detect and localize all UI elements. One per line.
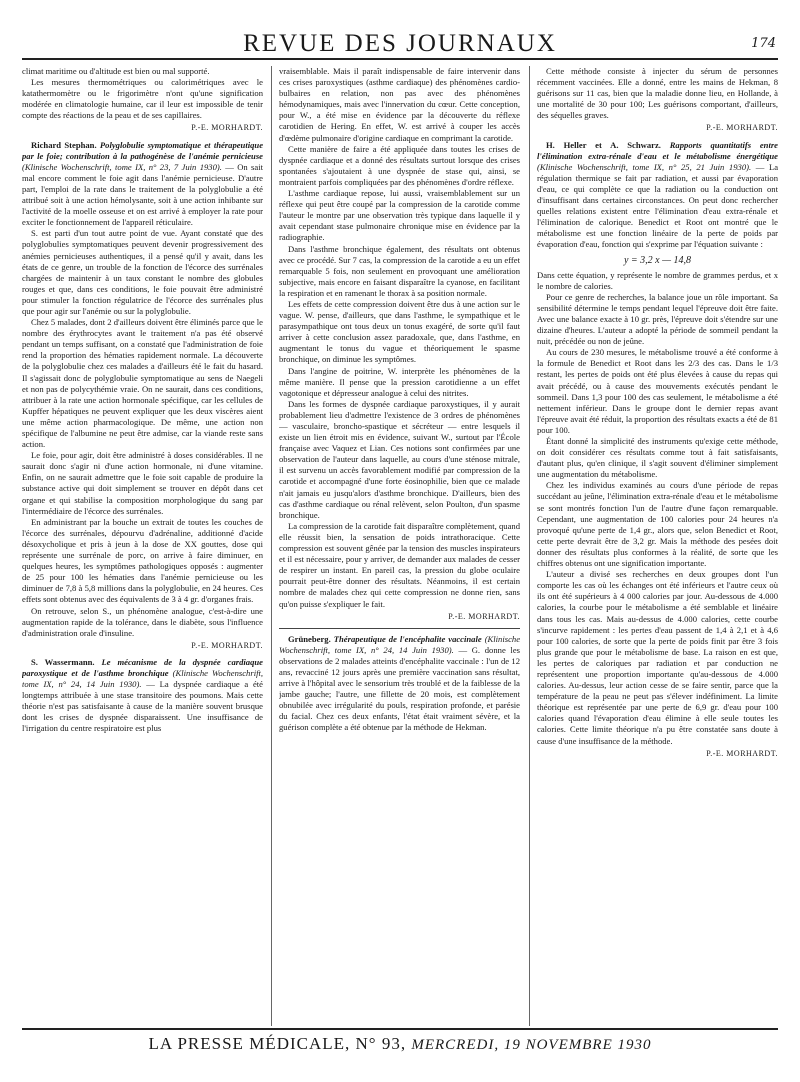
footer-line xyxy=(22,1034,778,1054)
paragraph: Dans l'angine de poitrine, W. interprète les phénomènes de la même manière. Il pense que la pression carotidienne a un effet vagotonique et dépresseur analogue à celui des nitrites. xyxy=(279,365,520,398)
article-citation: (Klinische Wochenschrift, tome IX, n° 23, 7 Juin 1930). xyxy=(22,161,222,172)
page-footer xyxy=(22,1028,778,1056)
author-signature: P.-E. MORHARDT. xyxy=(191,123,263,133)
article-gruneberg xyxy=(279,634,520,734)
article-citation: (Klinische Wochenschrift, tome IX, n° 25, 21 Juin 1930). xyxy=(537,161,752,172)
column-divider xyxy=(529,66,530,1026)
article-text: — La régulation thermique se fait par radiation, et aussi par évaporation d'eau, ce qui complète ce que la radiation ou la conduction ont d'insuffisant dans certaines circonstances. On peut donc rechercher quelles relations existent entre l'élimination d'eau extra-rénale et l'élimination de calorique. Benedict et Root ont montré que le métabolisme est une fonction linéaire de la perte de poids par évaporation d'eau, fonction qui s'exprime par l'équation suivante : xyxy=(537,161,778,250)
article-columns xyxy=(22,66,778,1026)
column-2 xyxy=(279,66,520,1026)
article-title: Rapports quantitatifs entre l'élimination extra-rénale d'eau et le métabolisme énergétique xyxy=(537,139,778,161)
article-text: — G. donne les observations de 2 malades atteints d'encéphalite vaccinale : l'un de 12 ans, revacciné 12 jours après une première vaccination sans résultat, arrive à l'hôpital avec le sensorium très troublé et de la faiblesse de la jambe gauche; l'autre, une fillette de 20 mois, est complètement obnubilée avec irrégularité du pouls, respiration profonde, et parésie du facial. Chez ces deux enfants, l'état était vraiment sévère, et la guérison complète a été obtenue par la méthode de Hekman. xyxy=(279,644,520,733)
page-number: 174 xyxy=(751,36,776,51)
paragraph: Cette manière de faire a été appliquée dans toutes les crises de dyspnée cardiaque et a donné des résultats surtout lorsque des crises spontanées s'ajoutaient à une dyspnée de stase qui, ainsi, se montraient parfois compliquées par des phénomènes d'ordre réflexe. xyxy=(279,143,520,187)
paragraph: Dans cette équation, y représente le nombre de grammes perdus, et x le nombre de calories. xyxy=(537,269,778,291)
author-signature: P.-E. MORHARDT. xyxy=(448,611,520,621)
paragraph: Dans les formes de dyspnée cardiaque paroxystiques, il y aurait probablement lieu d'admettre l'existence de 3 ordres de phénomènes — vasculaire, broncho-spastique et sécréteur — entre lesquels il existe un lien étroit mis en évidence, suivant W., surtout par l'École française avec Vaquez et Lian. Ces notions sont confirmées par une observation de l'auteur dans laquelle, au cours d'une sténose mitrale, il est survenu un accès favorablement modifié par compression de la carotide et accompagné d'une forte éosinophilie, bien que ce malade n'ait jamais eu jusqu'alors d'asthme bronchique. D'ailleurs, bien des cas d'asthme cardiaque ou rénal relèvent, selon Poulton, d'un spasme bronchique. xyxy=(279,398,520,520)
paragraph: Chez les individus examinés au cours d'une période de repas succédant au jeûne, l'élimination extra-rénale d'eau et le métabolisme se sont montrés fonction l'un de l'autre d'une façon remarquable. Cependant, une augmentation de 100 calories pour 24 heures n'a provoqué qu'une perte de 1,4 gr., alors que, selon Benedict et Root, cette perte devrait être de 3,2 gr. Mais la méthode des pesées doit donner des résultats plus conformes à la réalité, de sorte que les chiffres obtenus ont une signification importante. xyxy=(537,480,778,569)
paragraph: En administrant par la bouche un extrait de toutes les couches de l'écorce des surrénales, dépourvu d'adrénaline, additionné d'acide désoxycholique et pris à jeun à la dose de XX gouttes, dose qui représente une surrénale de porc, on arrive à faire diminuer, en quelques heures, les symptômes pathologiques opposés : augmenter de 25 pour 100 les hématies dans l'anémie pernicieuse ou les diminuer de 7,8 à 5,8 millions dans la polyglobulie, en 24 heures. Ces effets sont obtenus avec des équivalents de 3 à 4 gr. d'organes frais. xyxy=(22,516,263,605)
article-stephan xyxy=(22,140,263,229)
paragraph: Le foie, pour agir, doit être administré à doses considérables. Il ne saurait donc s'agir ni d'une action hormonale, ni d'une vitamine. Enfin, on ne saurait admettre que le foie soit capable de produire la substance active qui doit simplement se trouver en dépôt dans cet organe et qui stabilise la composition morphologique du sang par l'intermédiaire de l'écorce des surrénales. xyxy=(22,450,263,516)
article-author: Richard Stephan. xyxy=(31,139,97,150)
article-title: Polyglobulie symptomatique et thérapeutique par le foie; contribution à la pathogénèse de l'anémie pernicieuse xyxy=(22,139,263,161)
paragraph: Cette méthode consiste à injecter du sérum de personnes récemment vaccinées. Elle a donné, entre les mains de Hekman, 8 guérisons sur 11 cas, bien que la maladie donne lieu, en Hollande, à une mortalité de 30 pour 100; Les guérisons comportant, d'ailleurs, des séquelles graves. xyxy=(537,66,778,121)
paragraph: Les effets de cette compression doivent être dus à une action sur le vague. W. pense, d'ailleurs, que dans l'asthme, le sympathique et le parasympathique ont tous deux un tonus exagéré, de sorte qu'il faut arriver à cette conclusion assez paradoxale, que, dans l'asthme, en augmentant le tonus du vague et théoriquement le spasme bronchique, on diminue les symptômes. xyxy=(279,298,520,365)
equation: y = 3,2 x — 14,8 xyxy=(623,254,692,266)
paragraph: Les mesures thermométriques ou calorimétriques avec le katathermomètre ou le frigorimètre n'ont qu'une signification modérée en climatologie humaine, car il leur est impossible de tenir compte des réactions de la peau et de ses capillaires. xyxy=(22,77,263,121)
column-1 xyxy=(22,66,263,1026)
paragraph: Chez 5 malades, dont 2 d'ailleurs doivent être éliminés parce que le nombre des érythrocytes avant le traitement n'a pas été observé pendant un temps suffisant, on a constaté que l'administration de foie rend la proportion des hématies rapidement normale. La découverte de la polyglobulie chez ces malades a d'ailleurs été le fait du hasard. Il s'agissait donc de polyglobulie symptomatique au sens de Naegeli et non pas de polycythémie vraie. On ne saurait, dans ces conditions, attribuer à la rate une action hormonale spécifique, car les cellules de Kupffer hépatiques ne peuvent expliquer que les deux viscères aient une même action pharmacologique. De même, une action non spécifique de l'albumine ne peut être admise, car la viande reste sans action. xyxy=(22,317,263,450)
paragraph: climat maritime ou d'altitude est bien ou mal supporté. xyxy=(22,66,210,76)
article-author: S. Wassermann. xyxy=(31,656,95,667)
article-text: — La dyspnée cardiaque a été longtemps attribuée à une stase transitoire des poumons. Mais cette théorie n'est pas satisfaisante à cause de la manière souvent brusque dont les crises de dyspnée disparaissent. Une insuffisance de l'irrigation du centre respiratoire est plus xyxy=(22,679,263,734)
paragraph: Pour ce genre de recherches, la balance joue un rôle important. Sa sensibilité détermine le temps pendant lequel l'épreuve doit être faite. Avec une balance exacte à 10 gr. près, l'épreuve doit s'étendre sur une dizaine d'heures. L'auteur a adopté la période de sommeil pendant la nuit, précédée ou non de jeûne. xyxy=(537,291,778,347)
author-signature: P.-E. MORHARDT. xyxy=(706,123,778,133)
paragraph: Dans l'asthme bronchique également, des résultats ont obtenus avec ce procédé. Sur 7 cas, la compression de la carotide a eu un effet remarquable 5 fois, non seulement en provoquant une amélioration subjective, mais encore en faisant disparaître la cyanose, en facilitant la respiration et en ramenant le thorax à sa position normale. xyxy=(279,243,520,298)
article-author: Grüneberg. xyxy=(288,633,331,644)
footer-date: MERCREDI, 19 NOVEMBRE 1930 xyxy=(411,1037,652,1053)
article-author: H. Heller et A. Schwarz. xyxy=(546,139,661,150)
column-divider xyxy=(271,66,272,1026)
article-divider xyxy=(279,628,520,629)
paragraph: Au cours de 230 mesures, le métabolisme trouvé a été conforme à la formule de Benedict et Root dans les 2/3 des cas. Dans le 1/3 restant, les pertes de poids ont été plus élevées à cause du repas qui avait précédé, ou à cause des mouvements exécutés pendant le sommeil. Dans 1,3 pour 100 des cas seulement, le métabolisme a été nettement inférieur. Dans le groupe dont le dernier repas avant l'épreuve avait été réduit, la proportion des résultats exacts a été de 81 pour 100. xyxy=(537,347,778,435)
article-citation: (Klinische Wochenschrift, tome IX, n° 24, 14 Juin 1930). xyxy=(279,633,520,655)
paragraph: On retrouve, selon S., un phénomène analogue, c'est-à-dire une augmentation rapide de la tolérance, dans le diabète, sous l'influence d'administration orale d'insuline. xyxy=(22,605,263,638)
article-wassermann xyxy=(22,657,263,735)
paragraph: vraisemblable. Mais il paraît indispensable de faire intervenir dans ces crises paroxystiques (asthme cardiaque) des phénomènes cardio-bulbaires en relation, non pas avec des phénomènes hémodynamiques, mais avec l'innervation du cœur. Cette conception, pour W., a été mise en évidence par la découverte du réflexe carotidien de Hering. En effet, W. est arrivé à couper les accès d'œdème pulmonaire d'origine cardiaque en comprimant la carotide. xyxy=(279,66,520,143)
footer-issue: N° 93, xyxy=(355,1034,407,1053)
paragraph: L'auteur a divisé ses recherches en deux groupes dont l'un comporte les cas où les échanges ont été inférieurs et l'autre ceux où ils ont été supérieurs à 4 000 calories par jour. Au-dessous de 4.000 calories, la courbe pour le métabolisme a été semblable et linéaire dans tous les cas. Mais au-dessus de 4.000 calories, cette courbe s'incurve rapidement : les pertes d'eau passent de 1,4 à 2,1 et à 4,6 pour 100 calories, de sorte que la perte de poids finit par être 3 fois plus grande que pour le métabolisme de base. La raison en est que, les pertes de caloriques par radiation et par conduction ne représentent une proportion importante qu'au-dessous de 4.000 calories. Au-dessus, leur action cesse de se faire sentir, parce que la température de la peau ne peut pas s'élever indéfiniment. La limite théorique est représentée par une perte de 6,9 gr. d'eau pour 100 calories quand l'évaporation d'eau élimine à elle seule toutes les calories. Cette limite théorique n'a pu être constatée sans doute à cause d'une insuffisance de la méthode. xyxy=(537,569,778,746)
article-title: Le mécanisme de la dyspnée cardiaque paroxystique et de l'asthme bronchique xyxy=(22,656,263,678)
paragraph: La compression de la carotide fait disparaître complètement, quand elle réussit bien, la sensation de poids intrathoracique. Cette compression est souvent gênée par la tension des muscles inspirateurs et il est nécessaire, pour y arriver, de demander aux malades de cesser de respirer un instant. En pareil cas, la pression du globe oculaire pourrait peut-être donner des résultats. Néanmoins, il est certain nombre de malades chez qui cette compression ne donne rien, sans qu'on puisse s'expliquer le fait. xyxy=(279,520,520,609)
journal-section-title: REVUE DES JOURNAUX xyxy=(243,30,557,57)
article-title: Thérapeutique de l'encéphalite vaccinale xyxy=(333,633,482,644)
article-heller-schwarz xyxy=(537,140,778,251)
page-header xyxy=(22,28,778,60)
author-signature: P.-E. MORHARDT. xyxy=(191,640,263,650)
article-citation: (Klinische Wochenschrift, tome IX, n° 24, 14 Juin 1930). xyxy=(22,667,263,690)
paragraph: L'asthme cardiaque repose, lui aussi, vraisemblablement sur un réflexe qui peut être coupé par la compression de la carotide comme l'auteur le montre par une observation très typique dans laquelle il y avait cependant stase pulmonaire chronique mise en évidence par la radiographie. xyxy=(279,188,520,243)
paragraph: Étant donné la simplicité des instruments qu'exige cette méthode, on doit considérer ces résultats comme tout à fait satisfaisants, d'autant plus, qu'en clinique, il s'agit souvent d'éliminer simplement une augmentation du métabolisme. xyxy=(537,436,778,480)
column-3 xyxy=(537,66,778,1026)
author-signature: P.-E. MORHARDT. xyxy=(706,748,778,758)
paragraph: S. est parti d'un tout autre point de vue. Ayant constaté que des polyglobulies symptomatiques peuvent devenir progressivement des anémies pernicieuses authentiques, il a pensé qu'il y avait, dans les états de ce genre, un trouble de la fonction de l'écorce des surrénales chargées de maintenir à un taux constant le nombre des globules rouges et que, dans ces conditions, le foie pouvait être administré pour stimuler la fonction régulatrice de l'écorce des surrénales plus que pour agir sur l'anémie ou sur la polyglobulie. xyxy=(22,228,263,316)
footer-journal: LA PRESSE MÉDICALE, xyxy=(148,1034,351,1053)
article-text: — On sait mal encore comment le foie agit dans l'anémie pernicieuse. D'autre part, l'emploi de la rate dans le traitement de la polyglobulie a été attribué soit à une action hémolysante, soit à une action inhibante sur l'activité de la moelle osseuse et on est arrivé à employer la rate pour exciter le fonctionnement de l'appareil réticulaire. xyxy=(22,161,263,228)
